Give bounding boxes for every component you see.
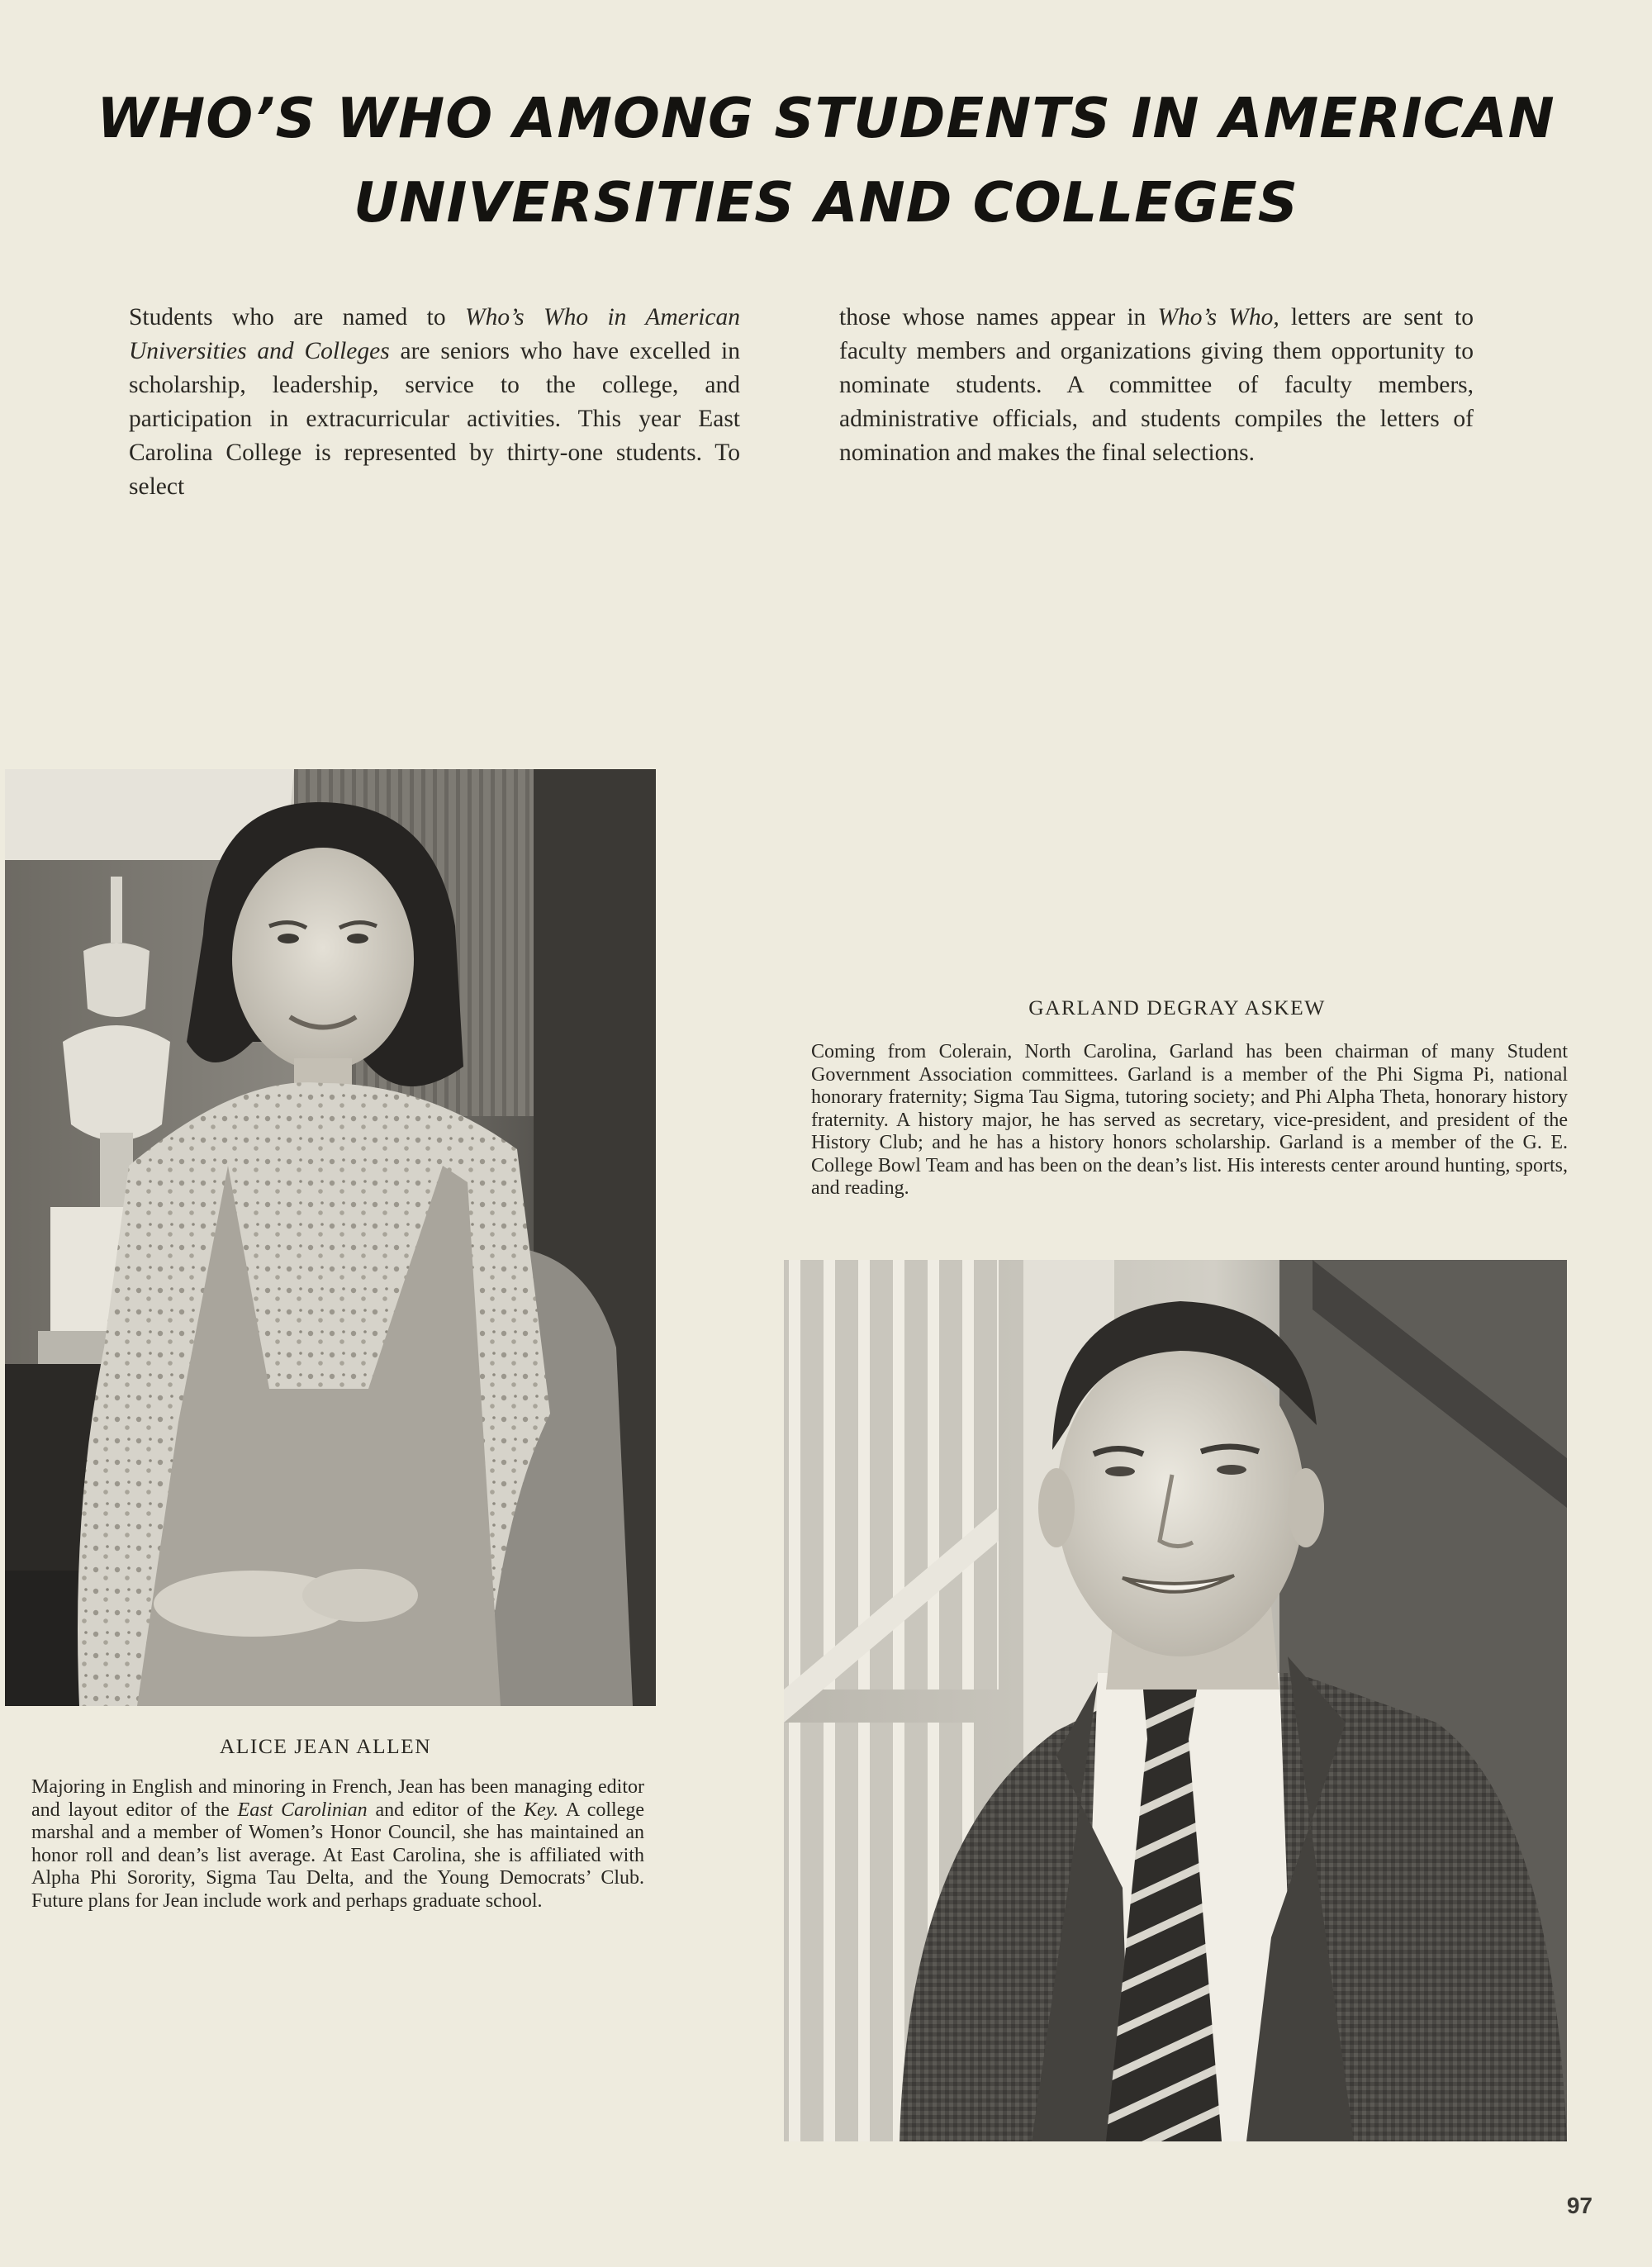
intro-right-text-2: letters are sent to faculty members and organizations giving them opportunity to nominate students. A committee of faculty members, administrative officials, and students compiles the letters of nomination and makes the final selections. — [839, 304, 1474, 466]
allen-bio-text-1: Majoring in English and minoring in French, Jean has been managing editor and layout editor of the — [31, 1776, 644, 1821]
intro-left-publication: Who’s Who in American Universities and Colleges — [129, 304, 740, 364]
allen-bio-text-2: and editor of the — [367, 1799, 525, 1821]
intro-column-left — [101, 301, 740, 504]
intro-left-text-2: are seniors who have excelled in scholarship, leadership, service to the college, and participation in extracurricular activities. This year East Carolina College is represented by thirty-one students. To select — [129, 338, 740, 500]
intro-right-publication: Who’s Who, — [1157, 304, 1279, 330]
portrait-photo-askew — [784, 1260, 1567, 2141]
portrait-photo-allen — [5, 769, 656, 1706]
student-bio-askew — [786, 1041, 1568, 1200]
student-name-allen: ALICE JEAN ALLEN — [219, 1734, 432, 1758]
page-title-line-2: UNIVERSITIES AND COLLEGES — [354, 170, 1298, 235]
intro-left-text-1: Students who are named to — [129, 304, 466, 330]
student-bio-allen-text — [7, 1776, 644, 1913]
allen-bio-newspaper: East Carolinian — [237, 1799, 368, 1821]
student-bio-askew-text: Coming from Colerain, North Carolina, Garland has been chairman of many Student Government Association committees. Garland is a member of the Phi Sigma Pi, national honorary fraternity; Sigma Tau Sigma, tutoring society; and Phi Alpha Theta, honorary history fraternity. A history major, he has served as secretary, vice-president, and president of the History Club; and he has a history honors scholarship. Garland is a member of the G. E. College Bowl Team and has been on the dean’s list. His interests center around hunting, sports, and reading. — [811, 1041, 1568, 1199]
allen-bio-yearbook: Key. — [524, 1799, 559, 1821]
intro-column-right — [839, 301, 1474, 470]
intro-paragraph-left — [101, 301, 740, 504]
intro-right-text-1: those whose names appear in — [839, 304, 1158, 330]
allen-bio-text-3: A college marshal and a member of Women’s Honor Council, she has maintained an honor roll and dean’s list average. At East Carolina, she is affiliated with Alpha Phi Sorority, Sigma Tau Delta, and the Young Democrats’ Club. Future plans for Jean include work and perhaps graduate school. — [31, 1799, 644, 1912]
student-name-askew: GARLAND DEGRAY ASKEW — [1028, 996, 1326, 1019]
intro-paragraph-right — [839, 301, 1474, 470]
page-number: 97 — [1566, 2193, 1593, 2218]
page-title-line-1: WHO’S WHO AMONG STUDENTS IN AMERICAN — [97, 86, 1555, 150]
student-bio-allen — [7, 1776, 644, 1913]
page-title — [0, 76, 1652, 245]
